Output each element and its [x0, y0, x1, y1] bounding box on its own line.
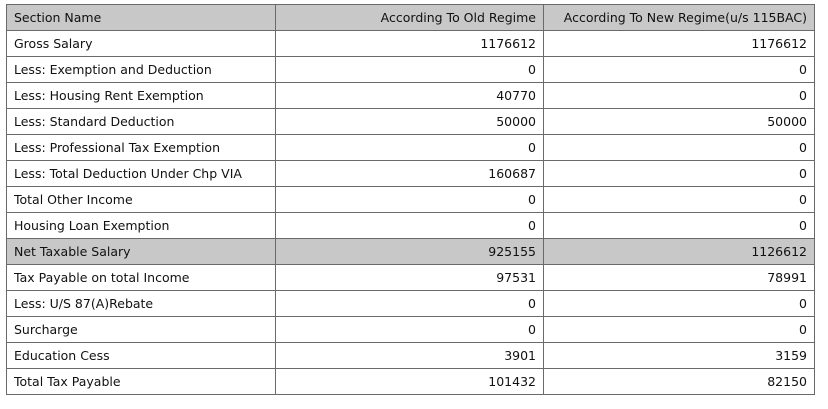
table-row	[7, 343, 815, 369]
row-section-name: Less: Housing Rent Exemption	[7, 83, 276, 109]
header-section-name: Section Name	[7, 5, 276, 31]
table-row	[7, 57, 815, 83]
row-new-regime-value: 1176612	[544, 31, 815, 57]
row-new-regime-value: 50000	[544, 109, 815, 135]
row-old-regime-value: 0	[276, 135, 544, 161]
table-row	[7, 83, 815, 109]
table-row	[7, 239, 815, 265]
table-row	[7, 109, 815, 135]
table-row	[7, 161, 815, 187]
row-old-regime-value: 97531	[276, 265, 544, 291]
row-old-regime-value: 0	[276, 57, 544, 83]
row-new-regime-value: 0	[544, 317, 815, 343]
row-new-regime-value: 0	[544, 291, 815, 317]
row-old-regime-value: 1176612	[276, 31, 544, 57]
header-new-regime: According To New Regime(u/s 115BAC)	[544, 5, 815, 31]
row-new-regime-value: 0	[544, 135, 815, 161]
row-old-regime-value: 925155	[276, 239, 544, 265]
table-row	[7, 135, 815, 161]
row-old-regime-value: 0	[276, 213, 544, 239]
row-old-regime-value: 0	[276, 187, 544, 213]
row-new-regime-value: 0	[544, 57, 815, 83]
row-new-regime-value: 78991	[544, 265, 815, 291]
row-section-name: Total Tax Payable	[7, 369, 276, 395]
tax-comparison-table	[6, 4, 815, 395]
row-section-name: Less: Exemption and Deduction	[7, 57, 276, 83]
row-new-regime-value: 0	[544, 213, 815, 239]
row-new-regime-value: 3159	[544, 343, 815, 369]
table-row	[7, 317, 815, 343]
row-new-regime-value: 0	[544, 187, 815, 213]
table-row	[7, 31, 815, 57]
row-old-regime-value: 40770	[276, 83, 544, 109]
row-old-regime-value: 101432	[276, 369, 544, 395]
table-body	[7, 31, 815, 395]
row-section-name: Total Other Income	[7, 187, 276, 213]
row-old-regime-value: 160687	[276, 161, 544, 187]
row-section-name: Net Taxable Salary	[7, 239, 276, 265]
table-row	[7, 265, 815, 291]
row-new-regime-value: 1126612	[544, 239, 815, 265]
table-row	[7, 369, 815, 395]
row-old-regime-value: 3901	[276, 343, 544, 369]
table-row	[7, 213, 815, 239]
table-header	[7, 5, 815, 31]
row-section-name: Housing Loan Exemption	[7, 213, 276, 239]
table-row	[7, 187, 815, 213]
row-old-regime-value: 50000	[276, 109, 544, 135]
row-section-name: Tax Payable on total Income	[7, 265, 276, 291]
row-old-regime-value: 0	[276, 317, 544, 343]
row-new-regime-value: 0	[544, 161, 815, 187]
row-section-name: Surcharge	[7, 317, 276, 343]
header-old-regime: According To Old Regime	[276, 5, 544, 31]
row-section-name: Education Cess	[7, 343, 276, 369]
row-section-name: Less: Total Deduction Under Chp VIA	[7, 161, 276, 187]
row-new-regime-value: 0	[544, 83, 815, 109]
row-section-name: Less: U/S 87(A)Rebate	[7, 291, 276, 317]
row-old-regime-value: 0	[276, 291, 544, 317]
row-section-name: Less: Standard Deduction	[7, 109, 276, 135]
row-section-name: Gross Salary	[7, 31, 276, 57]
table-row	[7, 291, 815, 317]
row-new-regime-value: 82150	[544, 369, 815, 395]
row-section-name: Less: Professional Tax Exemption	[7, 135, 276, 161]
header-row	[7, 5, 815, 31]
